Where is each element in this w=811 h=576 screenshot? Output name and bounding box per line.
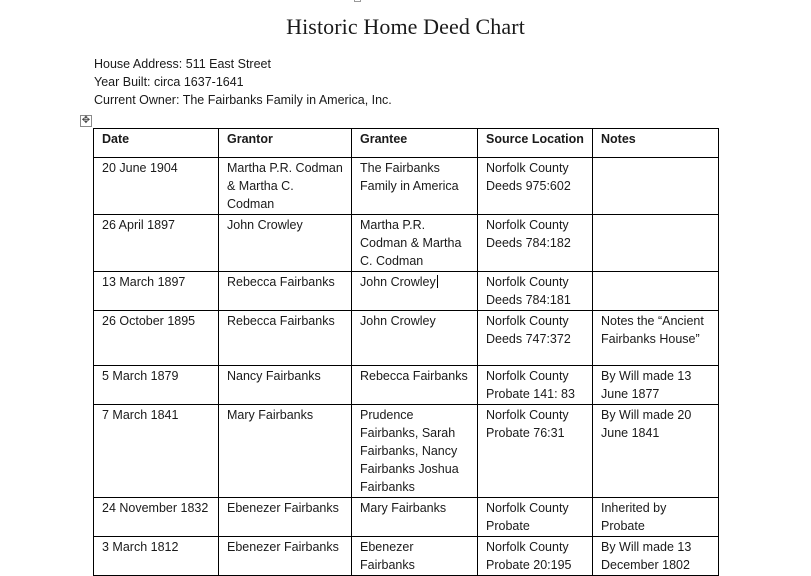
move-cross-icon[interactable]: ✥	[81, 115, 91, 126]
cell-source-location[interactable]: Norfolk County Probate 141: 83	[478, 366, 593, 405]
table-header-row	[94, 129, 719, 158]
cell-date[interactable]: 3 March 1812	[94, 537, 219, 576]
current-owner: Current Owner: The Fairbanks Family in America, Inc.	[94, 93, 392, 107]
cell-source-location[interactable]: Norfolk County Deeds 975:602	[478, 158, 593, 215]
table-row	[94, 272, 719, 311]
cell-notes[interactable]: Notes the “Ancient Fairbanks House”	[593, 311, 719, 366]
table-row	[94, 366, 719, 405]
cell-grantee[interactable]: Ebenezer Fairbanks	[352, 537, 478, 576]
deed-table	[93, 128, 719, 576]
cell-source-location[interactable]: Norfolk County Probate 20:195	[478, 537, 593, 576]
table-row	[94, 215, 719, 272]
cell-date[interactable]: 26 October 1895	[94, 311, 219, 366]
cell-source-location[interactable]: Norfolk County Deeds 747:372	[478, 311, 593, 366]
page-marker-icon	[354, 0, 361, 2]
table-row	[94, 158, 719, 215]
cell-date[interactable]: 24 November 1832	[94, 498, 219, 537]
cell-grantor[interactable]: Martha P.R. Codman & Martha C. Codman	[219, 158, 352, 215]
header-notes: Notes	[593, 129, 719, 158]
cell-grantee-text: John Crowley	[360, 275, 436, 289]
text-cursor	[437, 275, 438, 288]
cell-grantee[interactable]: Mary Fairbanks	[352, 498, 478, 537]
header-grantor: Grantor	[219, 129, 352, 158]
cell-grantor[interactable]: Rebecca Fairbanks	[219, 311, 352, 366]
cell-grantee[interactable]: Martha P.R. Codman & Martha C. Codman	[352, 215, 478, 272]
cell-grantee[interactable]: John Crowley	[352, 311, 478, 366]
cell-grantee[interactable]: The Fairbanks Family in America	[352, 158, 478, 215]
cell-grantee[interactable]: Prudence Fairbanks, Sarah Fairbanks, Nancy Fairbanks Joshua Fairbanks	[352, 405, 478, 498]
cell-notes[interactable]	[593, 158, 719, 215]
cell-grantor[interactable]: Mary Fairbanks	[219, 405, 352, 498]
cell-source-location[interactable]: Norfolk County Deeds 784:181	[478, 272, 593, 311]
document-title: Historic Home Deed Chart	[286, 14, 525, 39]
cell-grantor[interactable]: Ebenezer Fairbanks	[219, 498, 352, 537]
cell-notes[interactable]	[593, 272, 719, 311]
cell-date[interactable]: 13 March 1897	[94, 272, 219, 311]
cell-date[interactable]: 5 March 1879	[94, 366, 219, 405]
cell-grantor[interactable]: John Crowley	[219, 215, 352, 272]
table-row	[94, 405, 719, 498]
cell-notes[interactable]: Inherited by Probate	[593, 498, 719, 537]
header-grantee: Grantee	[352, 129, 478, 158]
cell-grantee[interactable]: Rebecca Fairbanks	[352, 366, 478, 405]
house-address: House Address: 511 East Street	[94, 57, 271, 71]
cell-source-location[interactable]: Norfolk County Probate	[478, 498, 593, 537]
table-row	[94, 537, 719, 576]
cell-source-location[interactable]: Norfolk County Probate 76:31	[478, 405, 593, 498]
year-built: Year Built: circa 1637-1641	[94, 75, 244, 89]
cell-grantor[interactable]: Rebecca Fairbanks	[219, 272, 352, 311]
cell-date[interactable]: 7 March 1841	[94, 405, 219, 498]
cell-notes[interactable]: By Will made 13 December 1802	[593, 537, 719, 576]
cell-notes[interactable]: By Will made 20 June 1841	[593, 405, 719, 498]
cell-grantor[interactable]: Nancy Fairbanks	[219, 366, 352, 405]
document-metadata	[94, 55, 392, 109]
cell-source-location[interactable]: Norfolk County Deeds 784:182	[478, 215, 593, 272]
header-source-location: Source Location	[478, 129, 593, 158]
table-row	[94, 311, 719, 366]
cell-date[interactable]: 26 April 1897	[94, 215, 219, 272]
header-date: Date	[94, 129, 219, 158]
cell-date[interactable]: 20 June 1904	[94, 158, 219, 215]
cell-grantee[interactable]	[352, 272, 478, 311]
table-row	[94, 498, 719, 537]
cell-notes[interactable]: By Will made 13 June 1877	[593, 366, 719, 405]
cell-notes[interactable]	[593, 215, 719, 272]
cell-grantor[interactable]: Ebenezer Fairbanks	[219, 537, 352, 576]
